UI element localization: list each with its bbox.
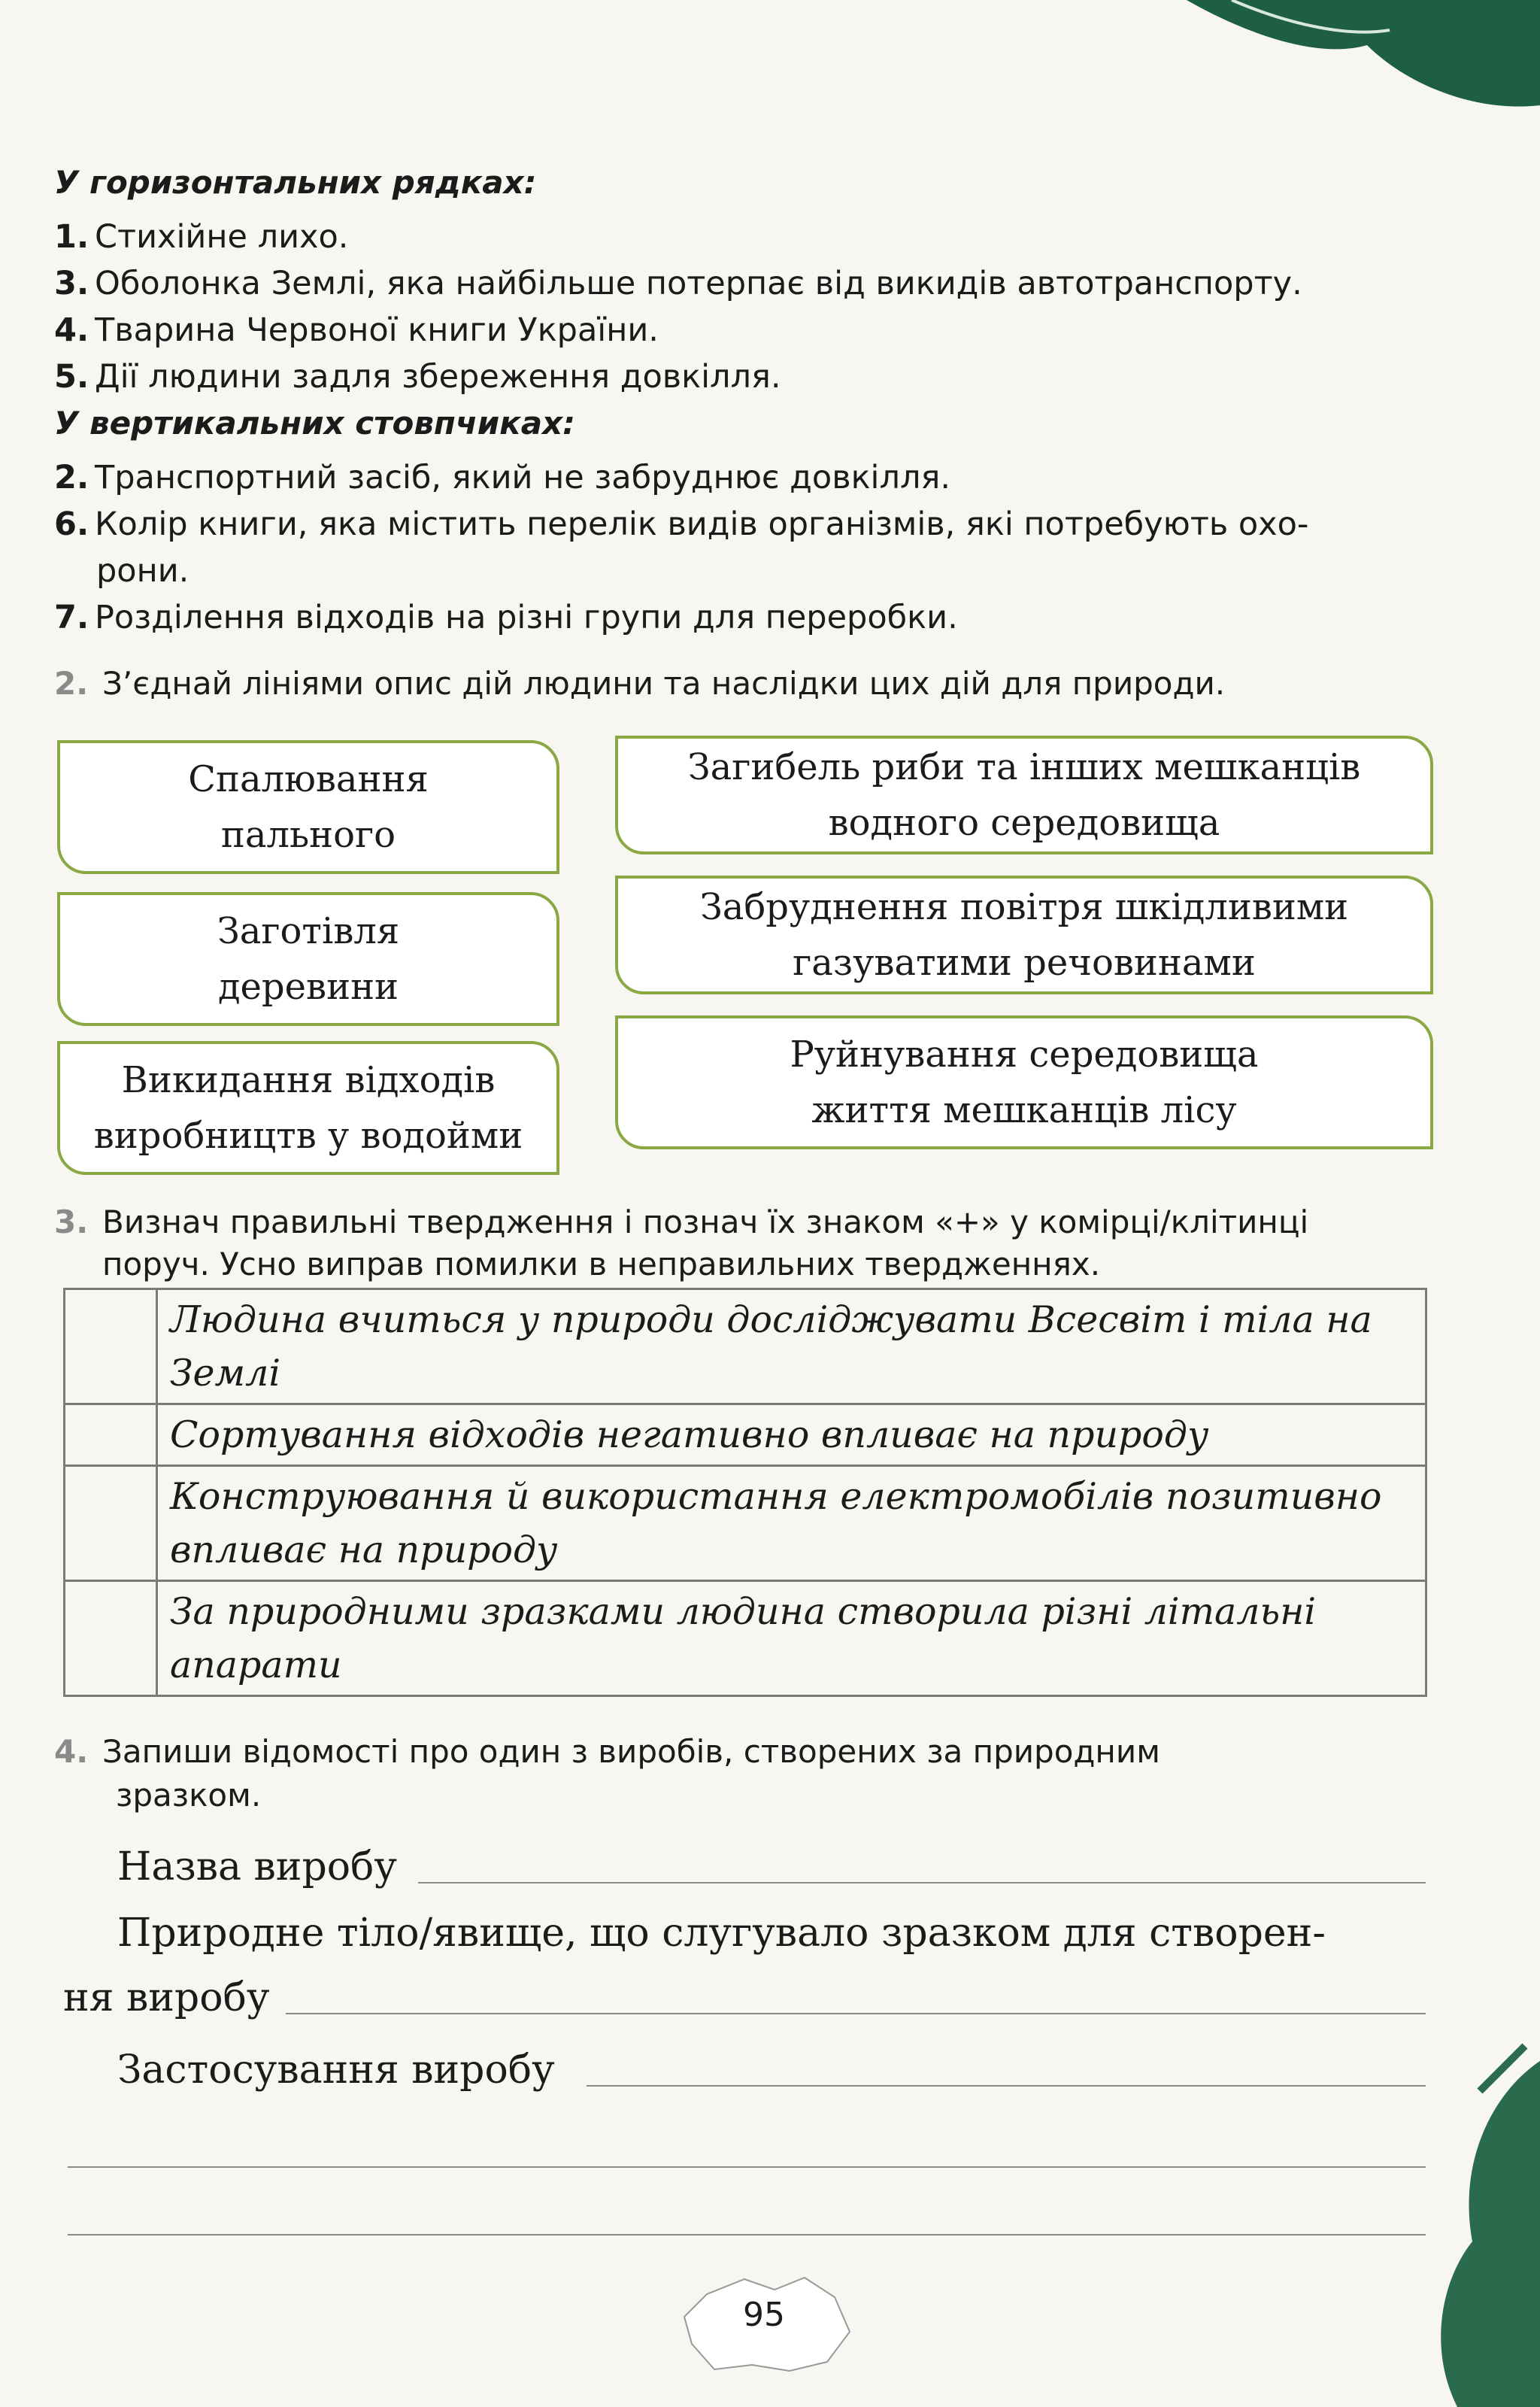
clue-vertical-6-continuation: рони. [96,552,189,590]
mark-cell[interactable] [65,1289,157,1404]
clue-horizontal-1 [54,218,348,256]
product-name-line[interactable] [418,1882,1426,1883]
consequence-box-forest-habitat[interactable] [615,1015,1433,1149]
vertical-clues-heading: У вертикальних стовпчиках: [54,405,575,442]
mark-cell[interactable] [65,1466,157,1581]
action-text: Заготівля деревини [217,909,400,1008]
page-number: 95 [743,2296,785,2334]
clue-number: 6. [54,505,89,543]
clue-text: Транспортний засіб, який не забруднює довкілля. [95,459,950,496]
answer-line[interactable] [68,2234,1426,2236]
clue-text: Дії людини задля збереження довкілля. [95,358,781,396]
consequence-box-fish-death[interactable] [615,736,1433,854]
product-use-label: Застосування виробу [117,2047,555,2093]
clue-vertical-2 [54,459,950,496]
mark-cell[interactable] [65,1404,157,1466]
source-label-line1: Природне тіло/явище, що слугувало зразком для створен- [117,1911,1326,1956]
decorative-leaf-right [1412,2031,1540,2407]
action-text: Викидання відходів виробництв у водойми [93,1058,523,1157]
clue-number: 7. [54,599,89,636]
clue-text: Тварина Червоної книги України. [95,311,659,349]
task-4-instruction-line2: зразком. [116,1777,262,1814]
table-row [65,1404,1426,1466]
clue-vertical-6 [54,505,1308,543]
table-row [65,1581,1426,1696]
task-text: З’єднай лініями опис дій людини та наслідки цих дій для природи. [102,665,1226,702]
clue-number: 1. [54,218,89,256]
decorative-leaf-top [1119,0,1540,113]
consequence-text: Забруднення повітря шкідливими газуватими речовинами [699,885,1349,984]
mark-cell[interactable] [65,1581,157,1696]
task-number: 2. [54,665,89,702]
clue-vertical-7 [54,599,958,636]
task-text: Запиши відомості про один з виробів, створених за природним [102,1733,1160,1770]
task-text: Визнач правильні твердження і познач їх знаком «+» у комірці/клітинці [102,1204,1309,1240]
clue-horizontal-3 [54,265,1302,302]
product-name-label: Назва виробу [117,1844,397,1889]
statement-text: Конструювання й використання електромобілів позитивно впливає на природу [157,1466,1426,1581]
horizontal-clues-heading: У горизонтальних рядках: [54,164,537,201]
statements-table [63,1288,1427,1697]
task-3-instruction [54,1204,1308,1240]
clue-text: Розділення відходів на різні групи для переробки. [95,599,958,636]
consequence-text: Загибель риби та інших мешканців водного середовища [687,745,1361,844]
task-2-instruction [54,665,1225,702]
clue-number: 3. [54,265,89,302]
clue-number: 5. [54,358,89,396]
clue-text: Стихійне лихо. [95,218,349,256]
task-3-instruction-line2: поруч. Усно виправ помилки в неправильних твердженнях. [102,1246,1101,1282]
clue-number: 4. [54,311,89,349]
action-text: Спалювання пального [188,757,429,856]
table-row [65,1289,1426,1404]
consequence-text: Руйнування середовища життя мешканців лісу [790,1033,1259,1131]
consequence-box-air-pollution[interactable] [615,876,1433,994]
clue-horizontal-4 [54,311,659,349]
task-number: 4. [54,1733,89,1770]
action-box-burning-fuel[interactable] [57,740,559,874]
clue-horizontal-5 [54,358,781,396]
task-number: 3. [54,1204,89,1240]
statement-text: Сортування відходів негативно впливає на природу [157,1404,1426,1466]
action-box-wood-harvesting[interactable] [57,892,559,1026]
source-line[interactable] [286,2013,1426,2014]
clue-text: Колір книги, яка містить перелік видів організмів, які потребують охо- [95,505,1309,543]
action-box-waste-dumping[interactable] [57,1041,559,1175]
clue-text: Оболонка Землі, яка найбільше потерпає від викидів автотранспорту. [95,265,1302,302]
clue-number: 2. [54,459,89,496]
statement-text: За природними зразками людина створила різні літальні апарати [157,1581,1426,1696]
source-label-line2: ня виробу [63,1975,270,2020]
table-row [65,1466,1426,1581]
product-use-line[interactable] [587,2085,1426,2087]
task-4-instruction [54,1733,1160,1770]
answer-line[interactable] [68,2166,1426,2168]
statement-text: Людина вчиться у природи досліджувати Всесвіт і тіла на Землі [157,1289,1426,1404]
